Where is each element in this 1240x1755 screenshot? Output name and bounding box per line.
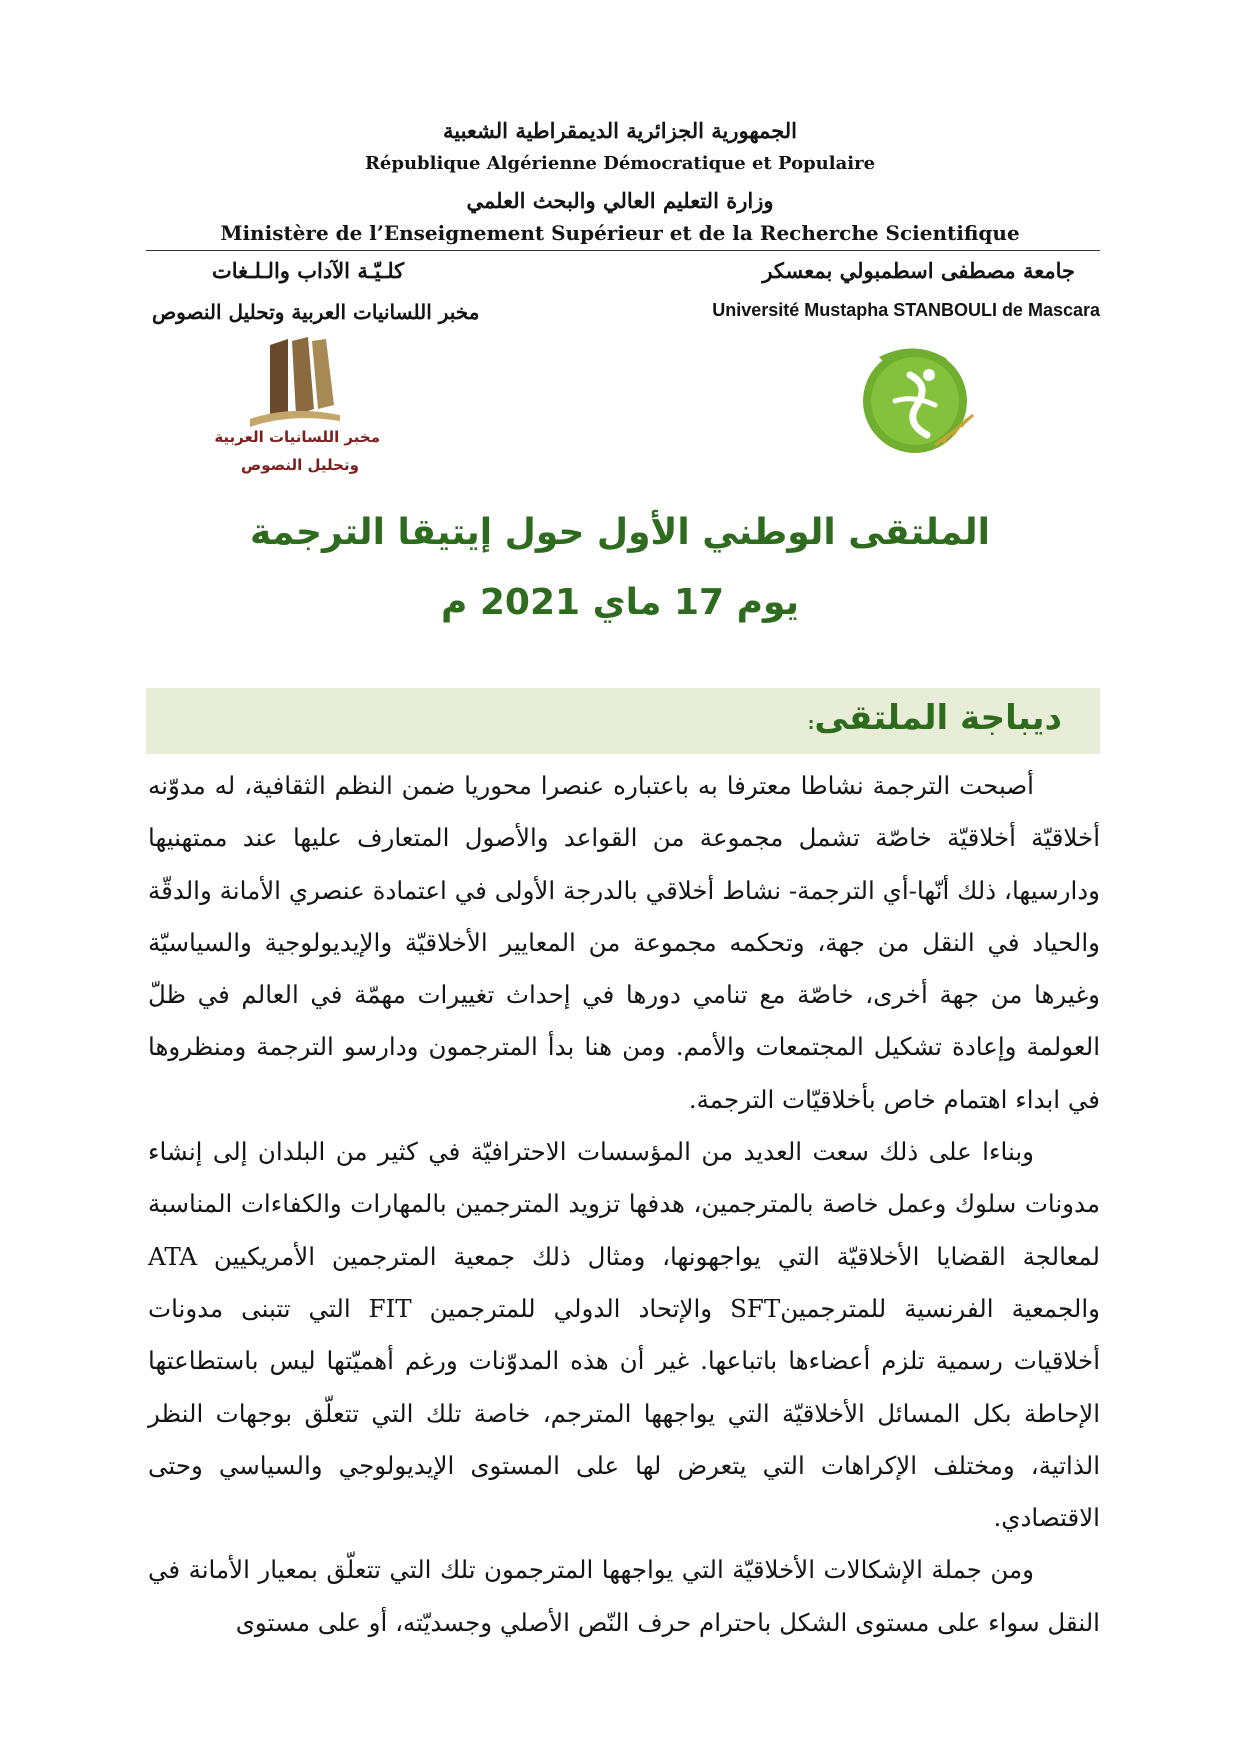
- event-title: الملتقى الوطني الأول حول إيتيقا الترجمة: [250, 512, 990, 553]
- section-header-bar: [146, 688, 1100, 754]
- ministry-french: Ministère de l’Enseignement Supérieur et de la Recherche Scientifique: [220, 221, 1020, 245]
- university-french: Université Mustapha STANBOULI de Mascara: [712, 300, 1100, 320]
- lab-logo-line2: وتحليل النصوص: [241, 456, 359, 474]
- faculty-arabic: كلـيّـة الآداب والـلـغات: [212, 258, 405, 283]
- republic-french: République Algérienne Démocratique et Populaire: [364, 153, 876, 174]
- ministry-arabic: وزارة التعليم العالي والبحث العلمي: [466, 188, 774, 213]
- paragraph-3: ومن جملة الإشكالات الأخلاقيّة التي يواجهها المترجمون تلك التي تتعلّق بمعيار الأمانة في النقل سواء على مستوى الشكل باحترام حرف النّص الأصلي وجسديّته، أو على مستوى: [148, 1555, 1100, 1637]
- section-title-text: ديباجة الملتقى: [814, 698, 1062, 738]
- paragraph-1: أصبحت الترجمة نشاطا معترفا به باعتباره عنصرا محوريا ضمن النظم الثقافية، له مدوّنه أخلاقيّة أخلاقيّة خاصّة تشمل مجموعة من القواعد والأصول المتعارف عليها عند ممتهنيها ودارسيها، ذلك أنّها-أي الترجمة- نشاط أخلاقي بالدرجة الأولى في اعتمادة عنصري الأمانة والدقّة والحياد في النقل من جهة، وتحكمه مجموعة من المعايير الأخلاقيّة والإيديولوجية والسياسيّة وغيرها من جهة أخرى، خاصّة مع تنامي دورها في إحداث تغييرات مهمّة في العالم في ظلّ العولمة وإعادة تشكيل المجتمعات والأمم. ومن هنا بدأ المترجمون ودارسو الترجمة ومنظروها في ابداء اهتمام خاص بأخلاقيّات الترجمة.: [148, 771, 1100, 1114]
- university-logo-icon: [855, 335, 985, 465]
- republic-arabic: الجمهورية الجزائرية الديمقراطية الشعبية: [442, 118, 797, 143]
- section-title-colon: :: [807, 714, 815, 733]
- header-divider: [146, 250, 1100, 251]
- event-date: يوم 17 ماي 2021 م: [440, 582, 800, 623]
- lab-logo-line1: مخبر اللسانيات العربية: [214, 428, 380, 446]
- lab-arabic: مخبر اللسانيات العربية وتحليل النصوص: [152, 300, 480, 324]
- section-title: [808, 698, 1062, 738]
- body-text: [148, 760, 1100, 1649]
- paragraph-2: وبناءا على ذلك سعت العديد من المؤسسات الاحترافيّة في كثير من البلدان إلى إنشاء مدونات سلوك وعمل خاصة بالمترجمين، هدفها تزويد المترجمين بالمهارات والكفاءات المناسبة لمعالجة القضايا الأخلاقيّة التي يواجهونها، ومثال ذلك جمعية المترجمين الأمريكيين ATA والجمعية الفرنسية للمترجمينSFT والإتحاد الدولي للمترجمين FIT التي تتبنى مدونات أخلاقيات رسمية تلزم أعضاءها باتباعها. غير أن هذه المدوّنات ورغم أهميّتها ليس باستطاعتها الإحاطة بكل المسائل الأخلاقيّة التي يواجهها المترجم، خاصة تلك التي تتعلّق بوجهات النظر الذاتية، ومختلف الإكراهات التي يتعرض لها على المستوى الإيديولوجي والسياسي وحتى الاقتصادي.: [148, 1137, 1100, 1533]
- university-arabic: جامعة مصطفى اسطمبولي بمعسكر: [762, 258, 1075, 283]
